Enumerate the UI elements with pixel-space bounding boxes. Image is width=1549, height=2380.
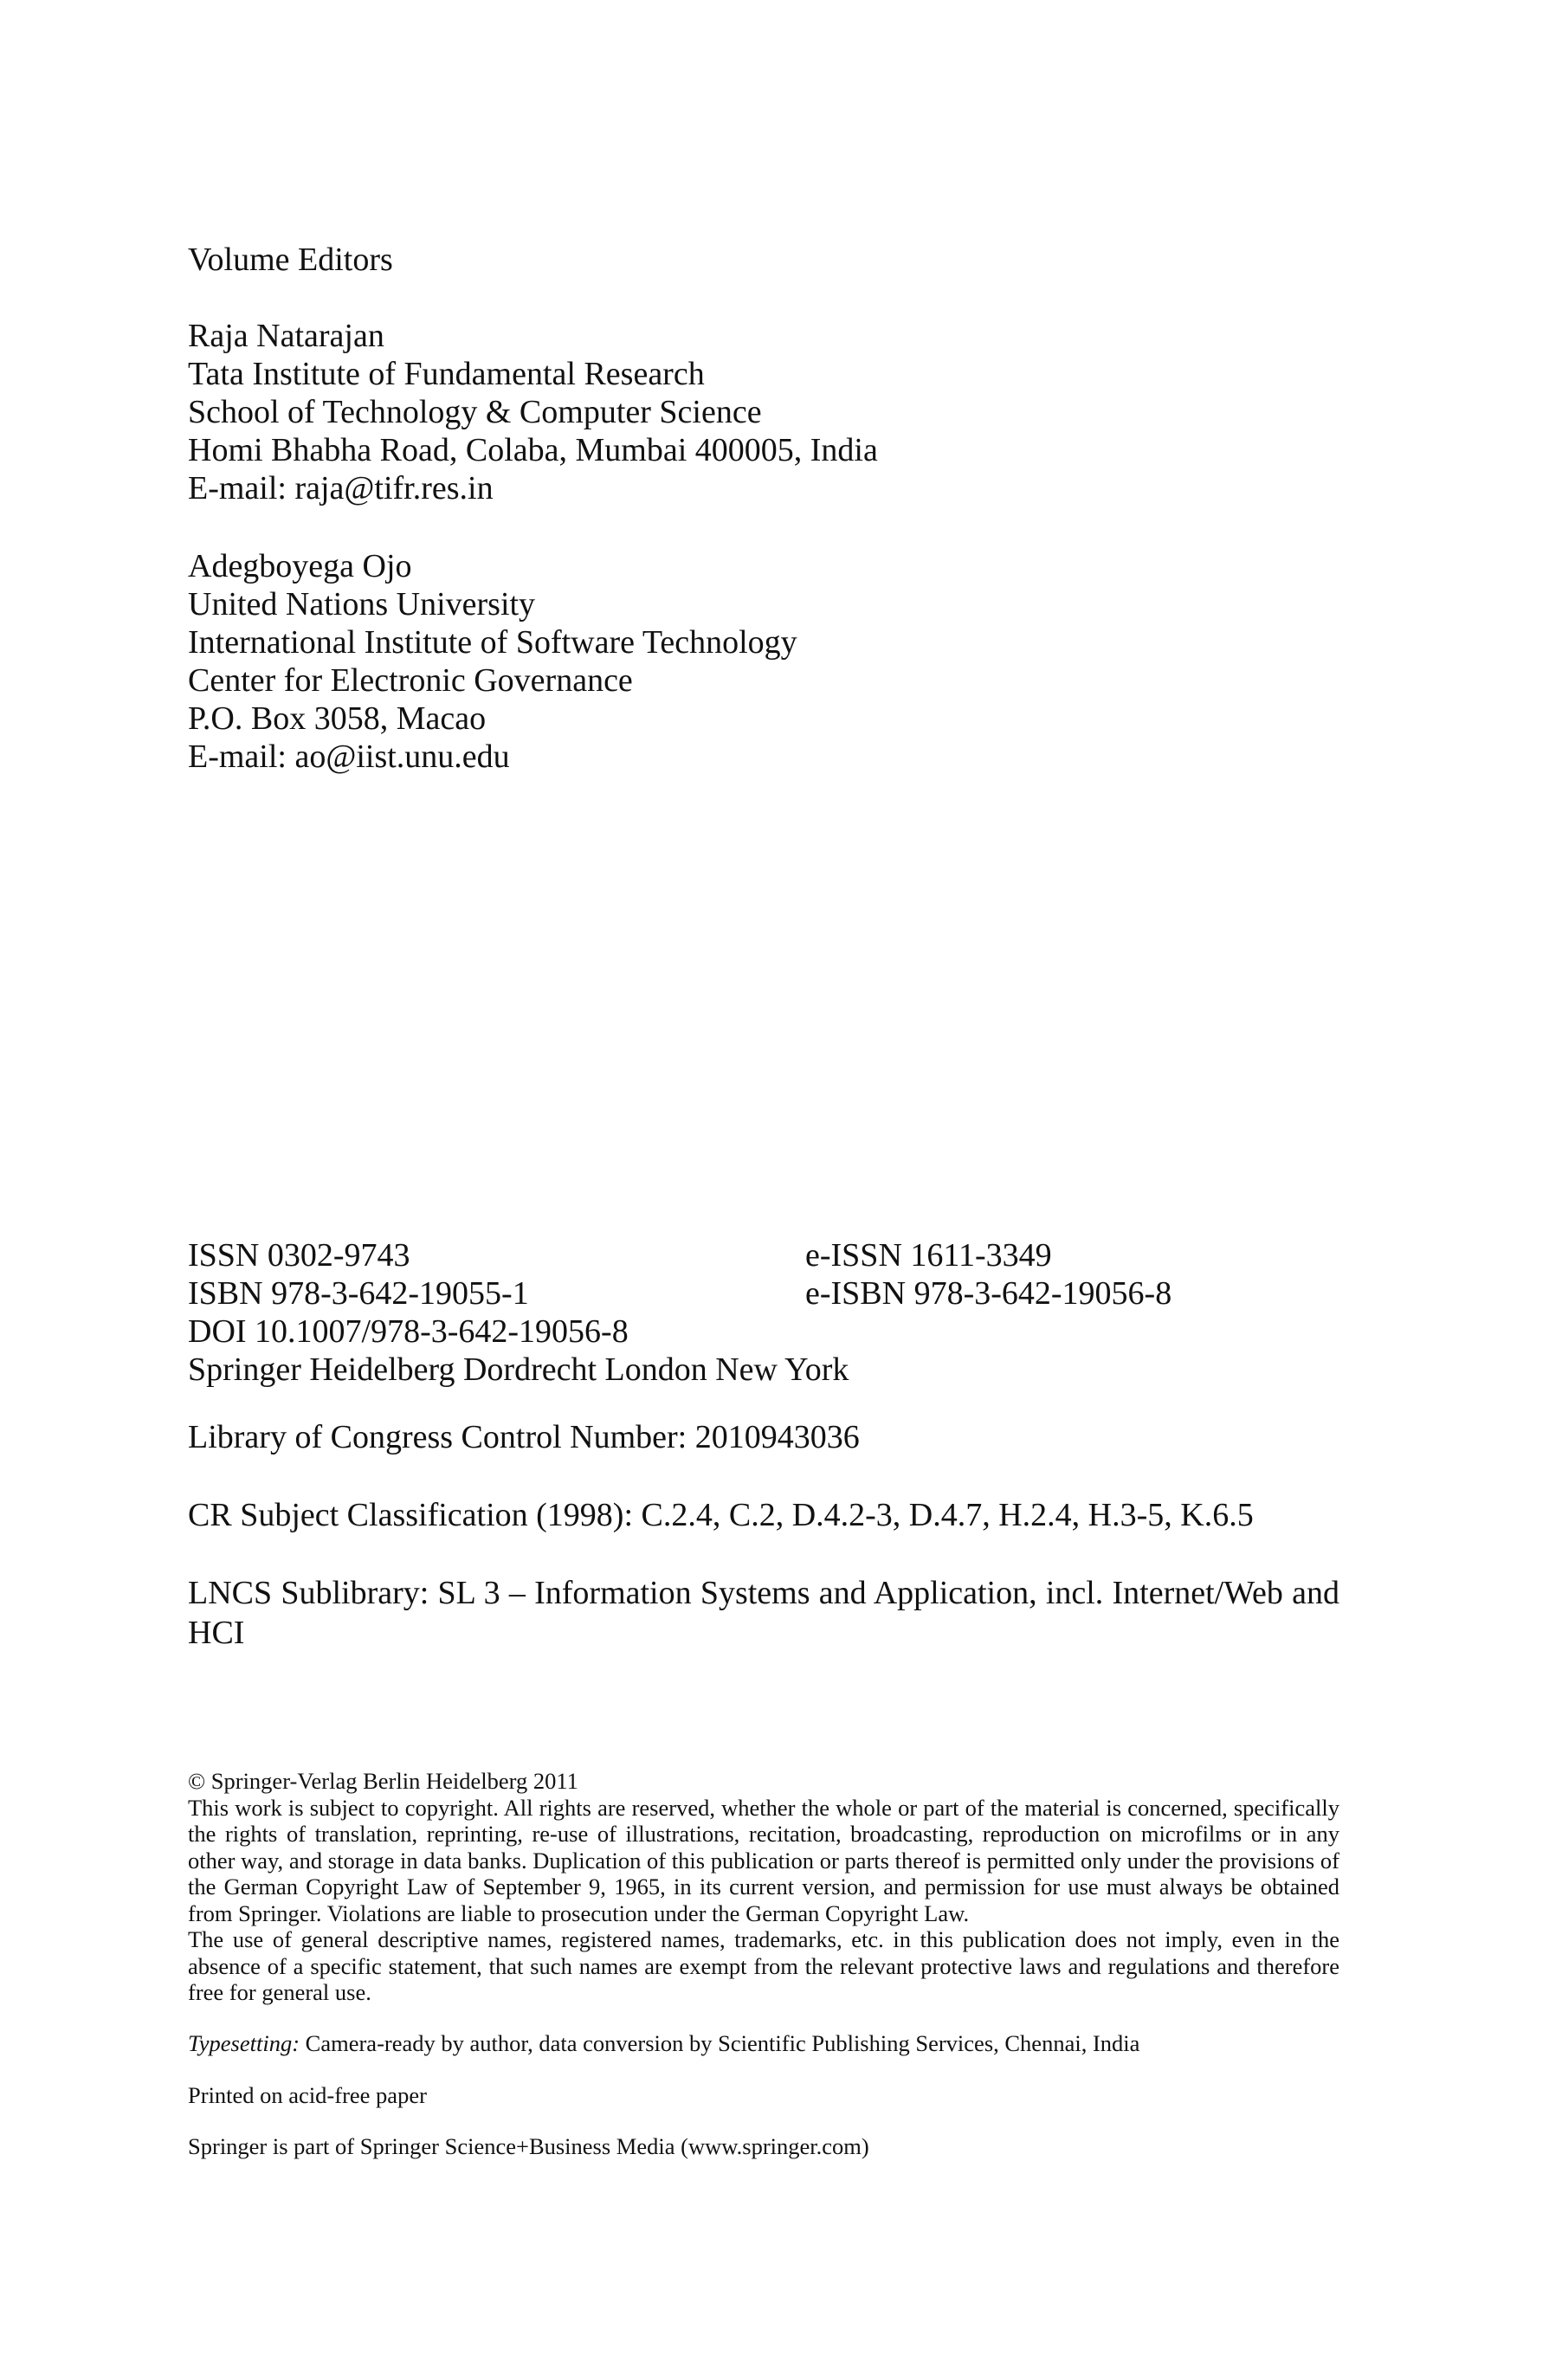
trademark-paragraph: The use of general descriptive names, registered names, trademarks, etc. in this publication does not imply, even in the absence of a specific statement, that such names are exempt from the relevant protective laws and regulations and therefore free for general use. (188, 1926, 1339, 2005)
editor-affiliation-line: United Nations University (188, 586, 536, 622)
legal-notice (188, 1768, 1339, 2006)
printed-note (188, 2082, 1339, 2109)
isbn-row (188, 1274, 1339, 1313)
editor-entry (188, 317, 1339, 507)
editor-affiliation-line: Tata Institute of Fundamental Research (188, 356, 705, 392)
e-isbn: e-ISBN 978-3-642-19056-8 (805, 1275, 1172, 1312)
springer-note (188, 2133, 1339, 2160)
lccn (188, 1418, 1339, 1456)
issn-row (188, 1236, 1339, 1274)
editor-entry (188, 547, 1339, 776)
issn: ISSN 0302-9743 (188, 1237, 410, 1274)
editor-affiliation-line: Center for Electronic Governance (188, 662, 633, 699)
publication-identifiers (188, 1236, 1339, 1389)
typesetting-label: Typesetting: (188, 2030, 300, 2056)
printed-text: Printed on acid-free paper (188, 2082, 427, 2108)
typesetting-note (188, 2030, 1339, 2057)
editor-affiliation-line: Homi Bhabha Road, Colaba, Mumbai 400005, India (188, 432, 878, 468)
volume-editors-heading (188, 241, 1339, 279)
cr-classification (188, 1496, 1339, 1534)
editor-email: E-mail: ao@iist.unu.edu (188, 739, 510, 775)
editor-name: Adegboyega Ojo (188, 548, 412, 584)
editor-name: Raja Natarajan (188, 318, 384, 354)
editor-email: E-mail: raja@tifr.res.in (188, 470, 494, 506)
lncs-sublibrary: LNCS Sublibrary: SL 3 – Information Systems and Application, incl. Internet/Web and HCI (188, 1575, 1339, 1651)
cr-classification-text: CR Subject Classification (1998): C.2.4, C.2, D.4.2-3, D.4.7, H.2.4, H.3-5, K.6.5 (188, 1497, 1254, 1533)
lccn-text: Library of Congress Control Number: 2010943036 (188, 1419, 860, 1455)
editor-affiliation-line: School of Technology & Computer Science (188, 394, 762, 430)
publisher-locations: Springer Heidelberg Dordrecht London New York (188, 1351, 849, 1388)
typesetting-text: Camera-ready by author, data conversion by Scientific Publishing Services, Chennai, India (300, 2030, 1140, 2056)
editor-affiliation-line: International Institute of Software Technology (188, 624, 797, 661)
editor-affiliation-line: P.O. Box 3058, Macao (188, 700, 487, 737)
copyright-line: © Springer-Verlag Berlin Heidelberg 2011 (188, 1768, 578, 1794)
copyright-paragraph: This work is subject to copyright. All rights are reserved, whether the whole or part of the material is concerned, specifically the rights of translation, reprinting, re-use of illustrations, recitation, broadcasting, reproduction on microfilms or in any other way, and storage in data banks. Duplication of this publication or parts thereof is permitted only under the provisions of the German Copyright Law of September 9, 1965, in its current version, and permission for use must always be obtained from Springer. Violations are liable to prosecution under the German Copyright Law. (188, 1794, 1339, 1926)
springer-text: Springer is part of Springer Science+Business Media (www.springer.com) (188, 2133, 869, 2159)
e-issn: e-ISSN 1611-3349 (805, 1237, 1052, 1274)
doi: DOI 10.1007/978-3-642-19056-8 (188, 1313, 629, 1350)
isbn: ISBN 978-3-642-19055-1 (188, 1275, 529, 1312)
volume-editors-heading-text: Volume Editors (188, 242, 393, 278)
